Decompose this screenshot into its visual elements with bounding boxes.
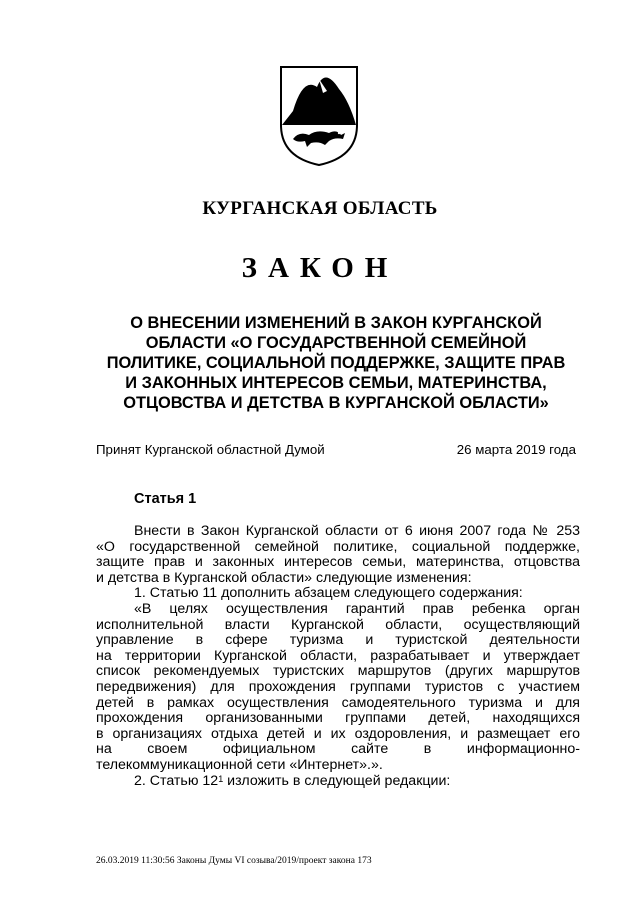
- body-line: на территории Курганской области, разрабатывает и утверждает: [96, 647, 580, 664]
- article-body: [96, 524, 580, 789]
- body-line-text: 2. Статью 12: [134, 772, 219, 789]
- body-line: список рекомендуемых туристских маршрутов (других маршрутов: [96, 663, 580, 680]
- region-name: КУРГАНСКАЯ ОБЛАСТЬ: [202, 198, 438, 219]
- body-line: в организациях отдыха детей и их оздоровления, и размещает его: [96, 725, 580, 742]
- body-line-text: изложить в следующей редакции:: [223, 772, 451, 789]
- adoption-date: 26 марта 2019 года: [456, 442, 576, 457]
- body-line: 1. Статью 11 дополнить абзацем следующего содержания:: [134, 585, 523, 602]
- title-line: ОБЛАСТИ «О ГОСУДАРСТВЕННОЙ СЕМЕЙНОЙ: [145, 334, 527, 352]
- title-line: И ЗАКОННЫХ ИНТЕРЕСОВ СЕМЬИ, МАТЕРИНСТВА,: [125, 374, 547, 392]
- title-line: О ВНЕСЕНИИ ИЗМЕНЕНИЙ В ЗАКОН КУРГАНСКОЙ: [130, 314, 542, 332]
- footer-stamp: 26.03.2019 11:30:56 Законы Думы VI созыва/2019/проект закона 173: [96, 856, 372, 866]
- adopted-by-text: Принят Курганской областной Думой: [96, 442, 325, 457]
- title-line: ПОЛИТИКЕ, СОЦИАЛЬНОЙ ПОДДЕРЖКЕ, ЗАЩИТЕ ПРАВ: [106, 354, 566, 372]
- body-line: управление в сфере туризма и туристской деятельности: [96, 632, 580, 649]
- body-line: [96, 774, 580, 790]
- body-line: телекоммуникационной сети «Интернет».».: [96, 756, 383, 773]
- body-line: исполнительной власти Курганской области, осуществляющий: [96, 616, 580, 633]
- body-line: передвижения) для прохождения группами туристов с участием: [96, 678, 580, 695]
- body-line: на своем официальном сайте в информационно-: [96, 741, 580, 758]
- body-line: «В целях осуществления гарантий прав ребенка орган: [134, 600, 580, 617]
- body-line: детей в рамках осуществления самодеятельного туризма и для: [96, 694, 580, 711]
- superscript: 1: [218, 773, 224, 784]
- body-line: и детства в Курганской области» следующие изменения:: [96, 569, 472, 586]
- body-line: прохождения организованными группами детей, находящихся: [96, 710, 580, 727]
- body-line: «О государственной семейной политике, социальной поддержке,: [96, 538, 580, 555]
- document-title: [96, 313, 576, 413]
- document-type: ЗАКОН: [241, 252, 399, 284]
- body-line: Внести в Закон Курганской области от 6 июня 2007 года № 253: [134, 523, 580, 539]
- kurgan-coat-of-arms-icon: [279, 65, 359, 167]
- body-line: защите прав и законных интересов семьи, материнства, отцовства: [96, 554, 580, 571]
- title-line: ОТЦОВСТВА И ДЕТСТВА В КУРГАНСКОЙ ОБЛАСТИ»: [123, 394, 549, 412]
- article-heading: Статья 1: [134, 491, 197, 507]
